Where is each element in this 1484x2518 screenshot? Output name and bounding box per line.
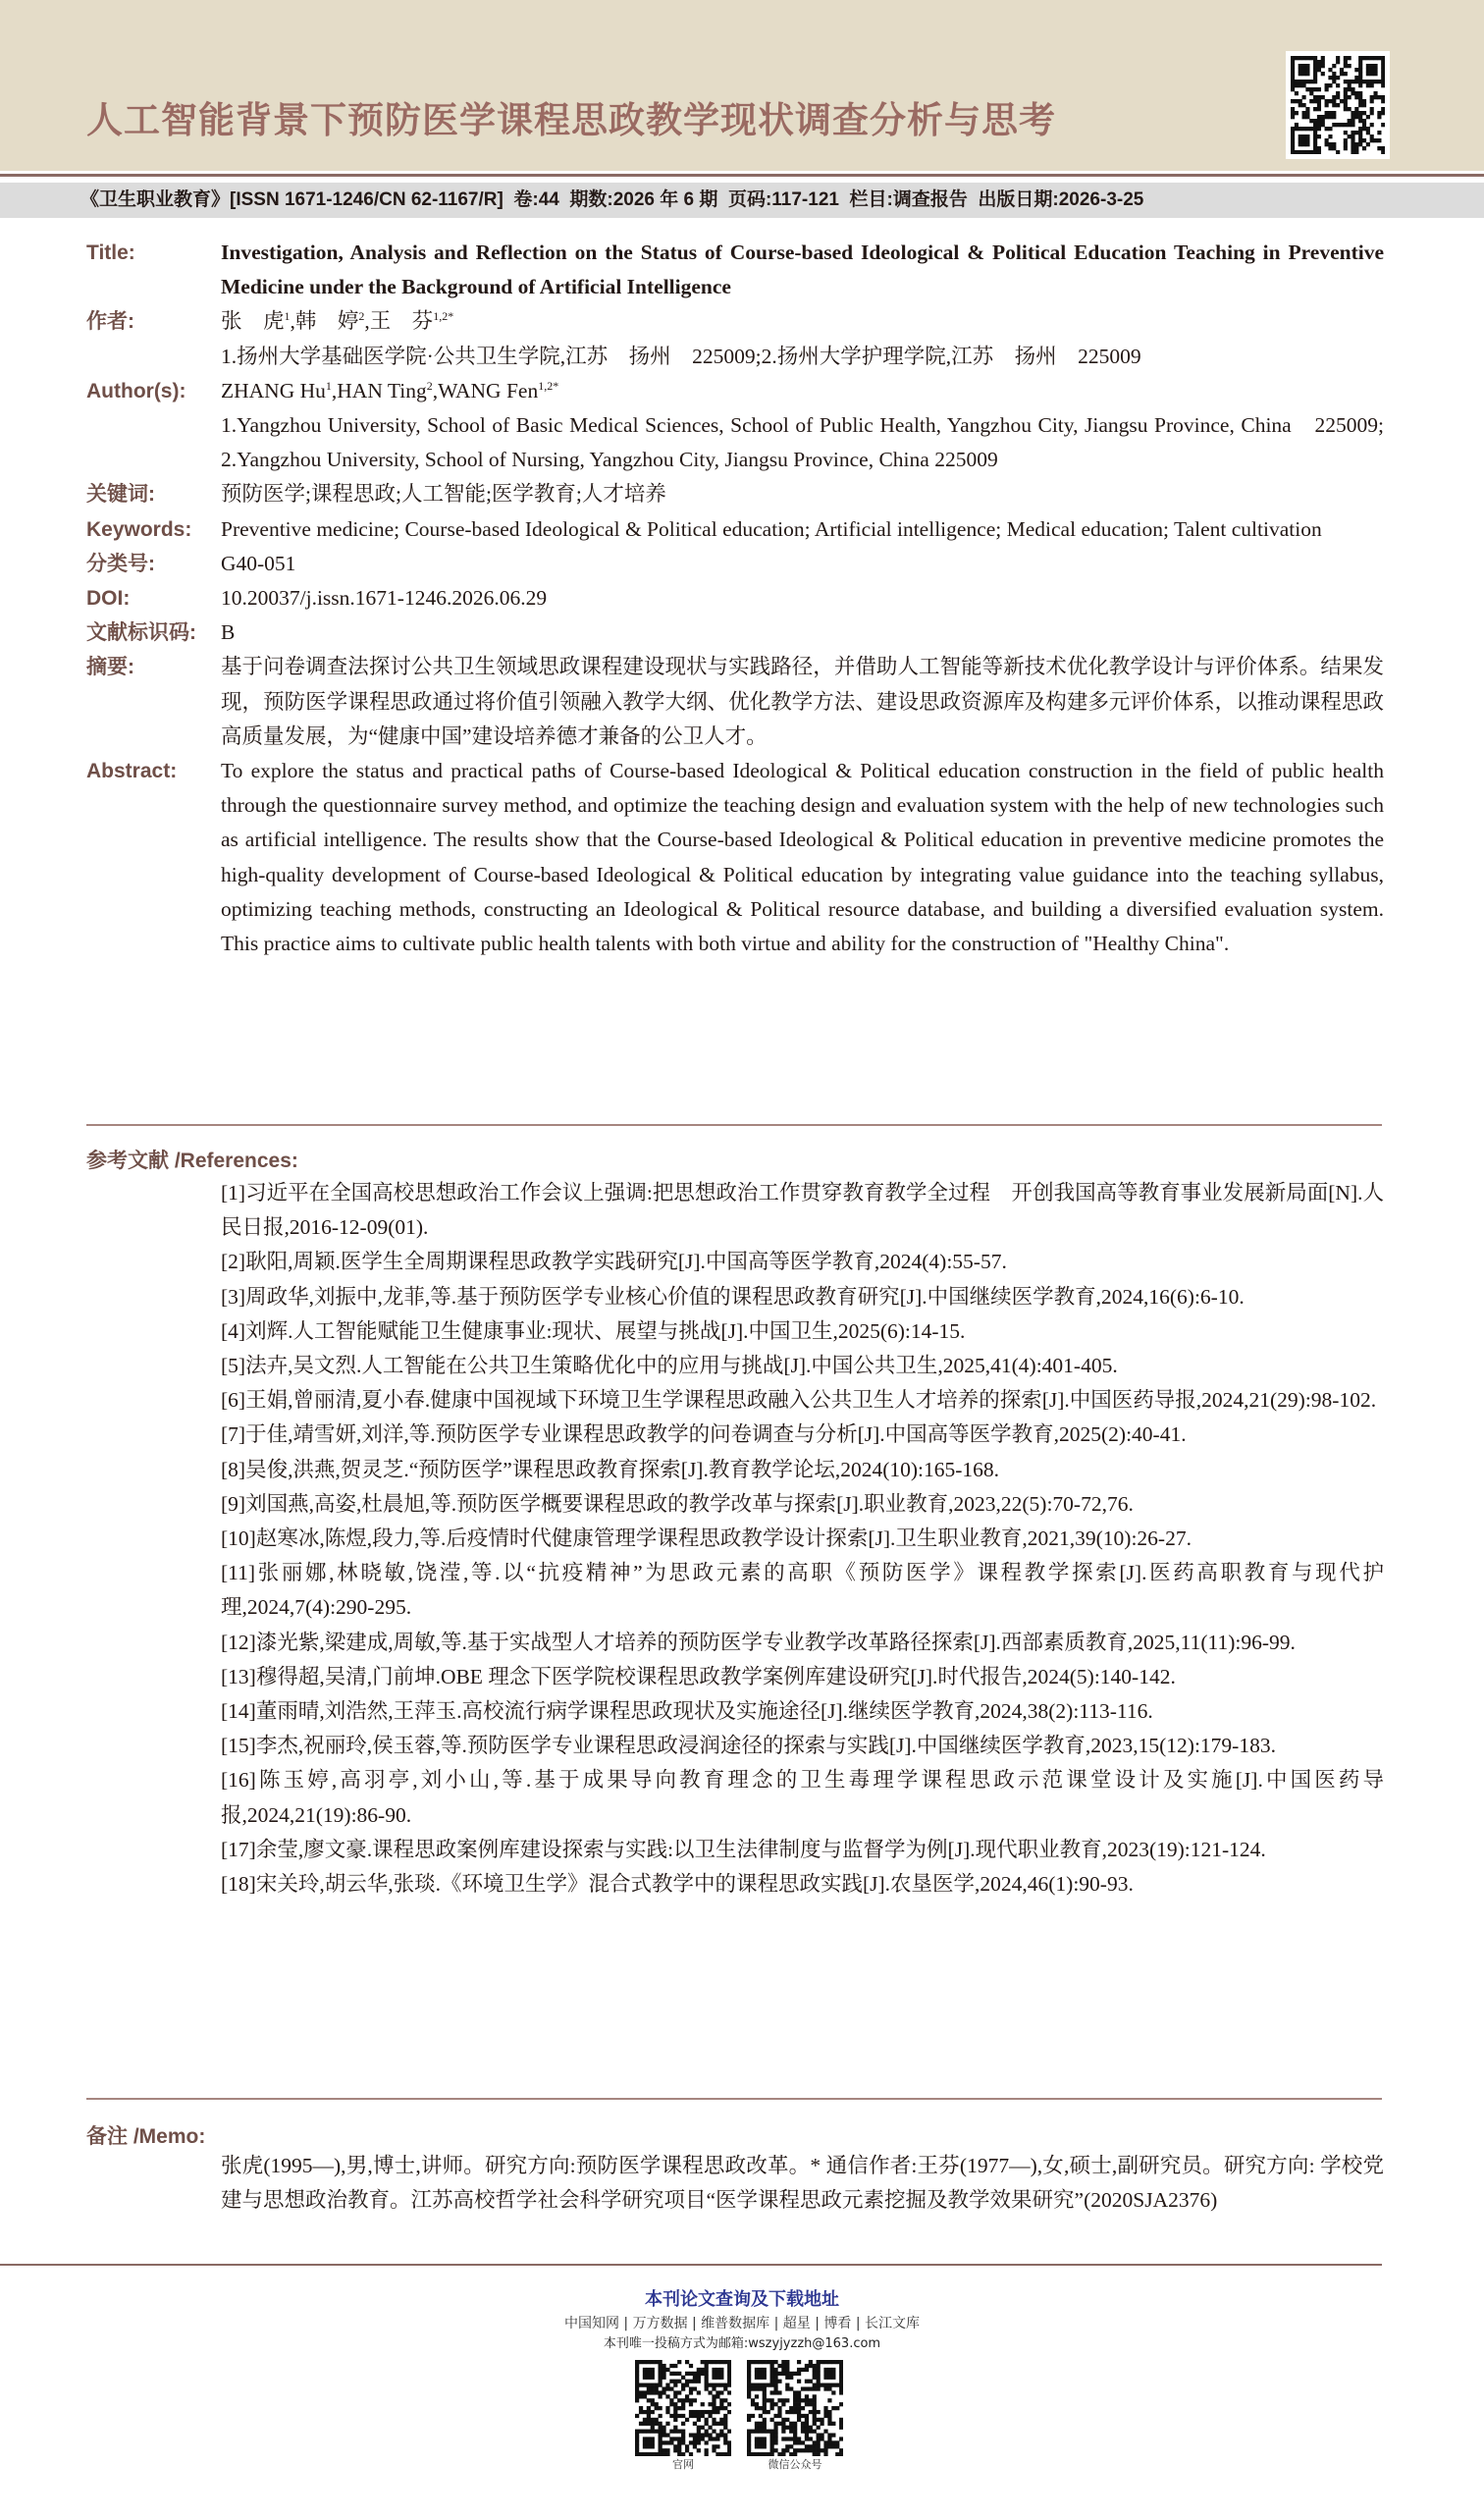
footer-divider — [0, 2264, 1382, 2266]
class-label: 分类号: — [86, 552, 155, 575]
abstract-en-row — [86, 754, 1384, 961]
footer-databases[interactable]: 中国知网 | 万方数据 | 维普数据库 | 超星 | 博看 | 长江文库 — [563, 2316, 921, 2331]
doc-code-value: B — [221, 620, 236, 645]
website-qr[interactable] — [635, 2360, 731, 2472]
reference-item: [17]余莹,廖文豪.课程思政案例库建设探索与实践:以卫生法律制度与监督学为例[J].现代职业教育,2023(19):121-124. — [221, 1837, 1266, 1861]
reference-item: [15]李杰,祝丽玲,侯玉蓉,等.预防医学专业课程思政浸润途径的探索与实践[J].中国继续医学教育,2023,15(12):179-183. — [221, 1734, 1276, 1758]
keywords-cn-label: 关键词: — [86, 483, 155, 507]
author: ZHANG Hu — [221, 378, 326, 402]
section-divider — [86, 1124, 1382, 1126]
doi-label: DOI: — [86, 587, 131, 611]
reference-item: [1]习近平在全国高校思想政治工作会议上强调:把思想政治工作贯穿教育教学全过程 开创我国高等教育事业发展新局面[N].人民日报,2016-12-09(01). — [221, 1181, 1384, 1240]
doc-code-row — [86, 616, 1384, 650]
reference-item: [6]王娟,曾丽清,夏小春.健康中国视域下环境卫生学课程思政融入公共卫生人才培养的探索[J].中国医药导报,2024,21(29):98-102. — [221, 1388, 1377, 1413]
reference-item: [7]于佳,靖雪妍,刘洋,等.预防医学专业课程思政教学的问卷调查与分析[J].中国高等医学教育,2025(2):40-41. — [221, 1422, 1187, 1447]
keywords-cn-row — [86, 477, 1384, 511]
reference-item: [18]宋关玲,胡云华,张琰.《环境卫生学》混合式教学中的课程思政实践[J].农垦医学,2024,46(1):90-93. — [221, 1872, 1134, 1897]
article-info — [86, 236, 1384, 961]
title-label: Title: — [86, 241, 135, 264]
header-divider — [0, 174, 1484, 177]
doi-link[interactable]: 10.20037/j.issn.1671-1246.2026.06.29 — [221, 586, 548, 611]
abstract-en: To explore the status and practical paths of Course-based Ideological & Political education construction in the field of public health through the questionnaire survey method, and optimize the teaching design and evaluation system with the help of new technologies such as artificial intelligence. The results show that the Course-based Ideological & Political education in preventive medicine promotes the high-quality development of Course-based Ideological & Political education by integrating value guidance into the teaching syllabus, optimizing teaching methods, constructing an Ideological & Political resource database, and building a diversified evaluation system. This practice aims to cultivate public health talents with both virtue and ability for the construction of "Healthy China". — [221, 759, 1384, 956]
reference-item: [9]刘国燕,高姿,杜晨旭,等.预防医学概要课程思政的教学改革与探索[J].职业教育,2023,22(5):70-72,76. — [221, 1491, 1134, 1516]
abstract-cn-row — [86, 650, 1384, 754]
authors-en-label: Author(s): — [86, 379, 186, 402]
title-en: Investigation, Analysis and Reflection on the Status of Course-based Ideological & Political Education Teaching in Preventive Medicine under the Background of Artificial Intelligence — [221, 241, 1384, 299]
doi-row — [86, 581, 1384, 616]
reference-item: [8]吴俊,洪燕,贺灵芝.“预防医学”课程思政教育探索[J].教育教学论坛,2024(10):165-168. — [221, 1457, 1000, 1481]
qr-label: 微信公众号 — [768, 2458, 822, 2471]
doc-code-label: 文献标识码: — [86, 621, 196, 645]
reference-item: [16]陈玉婷,高羽亭,刘小山,等.基于成果导向教育理念的卫生毒理学课程思政示范课堂设计及实施[J].中国医药导报,2024,21(19):86-90. — [221, 1768, 1384, 1827]
qr-code-icon — [1286, 51, 1390, 159]
author: 王 芬 — [369, 309, 434, 334]
keywords-en: Preventive medicine; Course-based Ideological & Political education; Artificial intelligence; Medical education; Talent cultivation — [221, 516, 1322, 541]
author: 韩 婷 — [294, 309, 359, 334]
journal-meta-bar: 《卫生职业教育》[ISSN 1671-1246/CN 62-1167/R] 卷:44 期数:2026 年 6 期 页码:117-121 栏目:调查报告 出版日期:2026-3-25 — [0, 183, 1484, 218]
footer — [0, 2287, 1484, 2472]
author: HAN Ting — [337, 378, 427, 402]
reference-item: [12]漆光紫,梁建成,周敏,等.基于实战型人才培养的预防医学专业教学改革路径探索[J].西部素质教育,2025,11(11):96-99. — [221, 1630, 1296, 1654]
title-row — [86, 236, 1384, 304]
keywords-en-label: Keywords: — [86, 517, 192, 541]
footer-email[interactable]: 本刊唯一投稿方式为邮箱:wszyjyzzh@163.com — [603, 2336, 881, 2351]
reference-item: [5]法卉,吴文烈.人工智能在公共卫生策略优化中的应用与挑战[J].中国公共卫生,2025,41(4):401-405. — [221, 1354, 1118, 1378]
abstract-cn-label: 摘要: — [86, 656, 134, 679]
wechat-qr[interactable] — [747, 2360, 843, 2472]
keywords-cn: 预防医学;课程思政;人工智能;医学教育;人才培养 — [221, 482, 666, 507]
reference-item: [2]耿阳,周颖.医学生全周期课程思政教学实践研究[J].中国高等医学教育,2024(4):55-57. — [221, 1250, 1007, 1274]
reference-item: [13]穆得超,吴清,门前坤.OBE 理念下医学院校课程思政教学案例库建设研究[J].时代报告,2024(5):140-142. — [221, 1664, 1176, 1688]
authors-cn: 张 虎$^1$,韩 婷$^2$,王 芬$^{1,2*}$ — [221, 309, 454, 334]
author: WANG Fen — [438, 378, 539, 402]
class-value: G40-051 — [221, 551, 296, 575]
qr-label: 官网 — [672, 2458, 694, 2471]
affiliation-en: 1.Yangzhou University, School of Basic Medical Sciences, School of Public Health, Yangzhou City, Jiangsu Province, China 225009; 2.Yangzhou University, School of Nursing, Yangzhou City, Jiangsu Province, China 225009 — [221, 413, 1384, 472]
class-row — [86, 547, 1384, 581]
keywords-en-row — [86, 512, 1384, 547]
affiliation-cn: 1.扬州大学基础医学院·公共卫生学院,江苏 扬州 225009;2.扬州大学护理学院,江苏 扬州 225009 — [221, 344, 1141, 368]
reference-item: [14]董雨晴,刘浩然,王萍玉.高校流行病学课程思政现状及实施途径[J].继续医学教育,2024,38(2):113-116. — [221, 1699, 1153, 1724]
footer-title: 本刊论文查询及下载地址 — [645, 2289, 839, 2310]
qr-code-icon — [747, 2360, 843, 2456]
references-list — [221, 1176, 1384, 1902]
reference-item: [11]张丽娜,林晓敏,饶滢,等.以“抗疫精神”为思政元素的高职《预防医学》课程教学探索[J].医药高职教育与现代护理,2024,7(4):290-295. — [221, 1561, 1384, 1620]
authors-en-row — [86, 374, 1384, 478]
reference-item: [3]周政华,刘振中,龙菲,等.基于预防医学专业核心价值的课程思政教育研究[J].中国继续医学教育,2024,16(6):6-10. — [221, 1284, 1245, 1309]
section-divider — [86, 2098, 1382, 2100]
authors-en: ZHANG Hu$^1$,HAN Ting$^2$,WANG Fen$^{1,2*}$ — [221, 378, 559, 402]
article-header — [0, 0, 1484, 171]
reference-item: [10]赵寒冰,陈煜,段力,等.后疫情时代健康管理学课程思政教学设计探索[J].卫生职业教育,2021,39(10):26-27. — [221, 1527, 1192, 1551]
authors-cn-label: 作者: — [86, 310, 134, 334]
abstract-en-label: Abstract: — [86, 760, 178, 783]
author: 张 虎 — [221, 309, 285, 334]
memo-heading: 备注 /Memo: — [86, 2125, 206, 2148]
references-heading: 参考文献 /References: — [86, 1150, 298, 1172]
memo-text: 张虎(1995—),男,博士,讲师。研究方向:预防医学课程思政改革。* 通信作者:王芬(1977—),女,硕士,副研究员。研究方向: 学校党建与思想政治教育。江苏高校哲学社会科学研究项目“医学课程思政元素挖掘及教学效果研究”(2020SJA2376) — [221, 2154, 1384, 2213]
article-title-cn: 人工智能背景下预防医学课程思政教学现状调查分析与思考 — [86, 99, 1056, 141]
qr-code-icon — [635, 2360, 731, 2456]
reference-item: [4]刘辉.人工智能赋能卫生健康事业:现状、展望与挑战[J].中国卫生,2025(6):14-15. — [221, 1318, 966, 1343]
authors-cn-row — [86, 304, 1384, 373]
abstract-cn: 基于问卷调查法探讨公共卫生领域思政课程建设现状与实践路径，并借助人工智能等新技术优化教学设计与评价体系。结果发现，预防医学课程思政通过将价值引领融入教学大纲、优化教学方法、建设思政资源库及构建多元评价体系，以推动课程思政高质量发展，为“健康中国”建设培养德才兼备的公卫人才。 — [221, 655, 1384, 748]
